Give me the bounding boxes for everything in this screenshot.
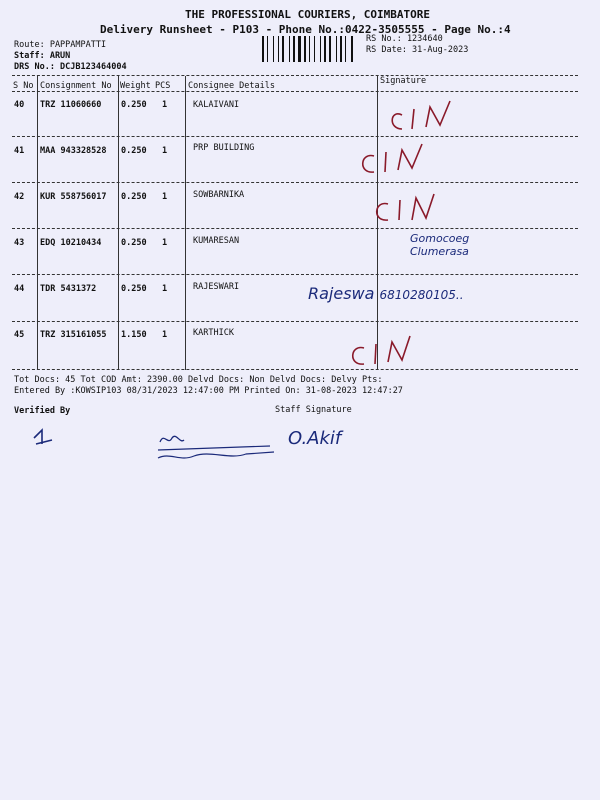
staff: Staff: ARUN (14, 51, 71, 61)
row-separator (12, 136, 578, 137)
signature-row-45 (342, 330, 432, 370)
row-pcs: 1 (162, 100, 168, 110)
col-header-consignment: Consignment No (40, 81, 112, 91)
row-pcs: 1 (162, 284, 168, 294)
col-header-sno: S No (13, 81, 34, 91)
row-separator (12, 228, 578, 229)
row-pcs: 1 (162, 238, 168, 248)
rs-number: RS No.: 1234640 (366, 34, 443, 44)
barcode-bar (340, 36, 342, 62)
barcode-bar (309, 36, 310, 62)
row-consignment: KUR 558756017 (40, 192, 107, 202)
entered-by-line: Entered By :KOWSIP103 08/31/2023 12:47:00 PM Printed On: 31-08-2023 12:47:27 (14, 386, 403, 396)
row-consignee: KARTHICK (193, 328, 234, 338)
barcode-bar (351, 36, 353, 62)
row-weight: 0.250 (121, 238, 147, 248)
barcode-bar (267, 36, 268, 62)
signature-row-40 (380, 95, 470, 135)
row-pcs: 1 (162, 192, 168, 202)
col-divider (185, 76, 186, 370)
staff-signature-scribble (150, 428, 280, 468)
row-weight: 0.250 (121, 284, 147, 294)
signature-row-44: Rajeswa 6810280105.. (308, 284, 464, 303)
col-divider (37, 76, 38, 370)
totals-line: Tot Docs: 45 Tot COD Amt: 2390.00 Delvd Docs: Non Delvd Docs: Delvy Pts: (14, 375, 383, 385)
barcode-bar (282, 36, 284, 62)
rs-date: RS Date: 31-Aug-2023 (366, 45, 469, 55)
barcode-bar (314, 36, 315, 62)
staff-initials-signature: O.Akif (288, 428, 342, 449)
row-sno: 42 (14, 192, 25, 202)
signature-row-43: Gomocoeg Clumerasa (410, 232, 470, 258)
verifier-signature (28, 420, 68, 450)
row-consignment: TRZ 11060660 (40, 100, 102, 110)
barcode-bar (304, 36, 306, 62)
row-sno: 43 (14, 238, 25, 248)
verified-by-label: Verified By (14, 406, 71, 416)
row-separator (12, 321, 578, 322)
row-consignee: RAJESWARI (193, 282, 240, 292)
row-consignee: SOWBARNIKA (193, 190, 245, 200)
company-name: THE PROFESSIONAL COURIERS, COIMBATORE (185, 8, 431, 21)
barcode-bar (336, 36, 337, 62)
row-weight: 0.250 (121, 192, 147, 202)
row-consignee: KUMARESAN (193, 236, 240, 246)
runsheet-title: Delivery Runsheet - P103 - Phone No.:0422-3505555 - Page No.:4 (100, 23, 511, 36)
table-header-line (12, 91, 578, 92)
signature-row-41 (352, 140, 442, 180)
barcode-bar (262, 36, 264, 62)
col-header-signature: Signature (380, 76, 427, 86)
barcode-bar (298, 36, 301, 62)
row-consignment: MAA 943328528 (40, 146, 107, 156)
row-pcs: 1 (162, 146, 168, 156)
row-sno: 45 (14, 330, 25, 340)
route: Route: PAPPAMPATTI (14, 40, 107, 50)
barcode-bar (293, 36, 295, 62)
row-weight: 0.250 (121, 146, 147, 156)
row-pcs: 1 (162, 330, 168, 340)
signature-row-42 (366, 190, 456, 230)
row-consignee: KALAIVANI (193, 100, 240, 110)
barcode-bar (329, 36, 331, 62)
barcode-bar (278, 36, 279, 62)
barcode-bar (289, 36, 290, 62)
row-separator (12, 274, 578, 275)
row-sno: 44 (14, 284, 25, 294)
row-sno: 40 (14, 100, 25, 110)
row-weight: 0.250 (121, 100, 147, 110)
barcode (262, 36, 357, 62)
row-consignment: TRZ 315161055 (40, 330, 107, 340)
barcode-bar (324, 36, 326, 62)
row-sno: 41 (14, 146, 25, 156)
row-separator (12, 182, 578, 183)
row-consignment: TDR 5431372 (40, 284, 97, 294)
barcode-bar (273, 36, 274, 62)
col-header-pcs: PCS (155, 81, 171, 91)
row-weight: 1.150 (121, 330, 147, 340)
col-header-weight: Weight (120, 81, 151, 91)
row-consignee: PRP BUILDING (193, 143, 255, 153)
table-bottom-line (12, 369, 578, 370)
col-header-consignee: Consignee Details (188, 81, 275, 91)
drs-number: DRS No.: DCJB123464004 (14, 62, 127, 72)
row-consignment: EDQ 10210434 (40, 238, 102, 248)
barcode-bar (345, 36, 346, 62)
col-divider (118, 76, 119, 370)
staff-signature-label: Staff Signature (275, 405, 352, 415)
table-top-line (12, 75, 578, 76)
barcode-bar (320, 36, 321, 62)
